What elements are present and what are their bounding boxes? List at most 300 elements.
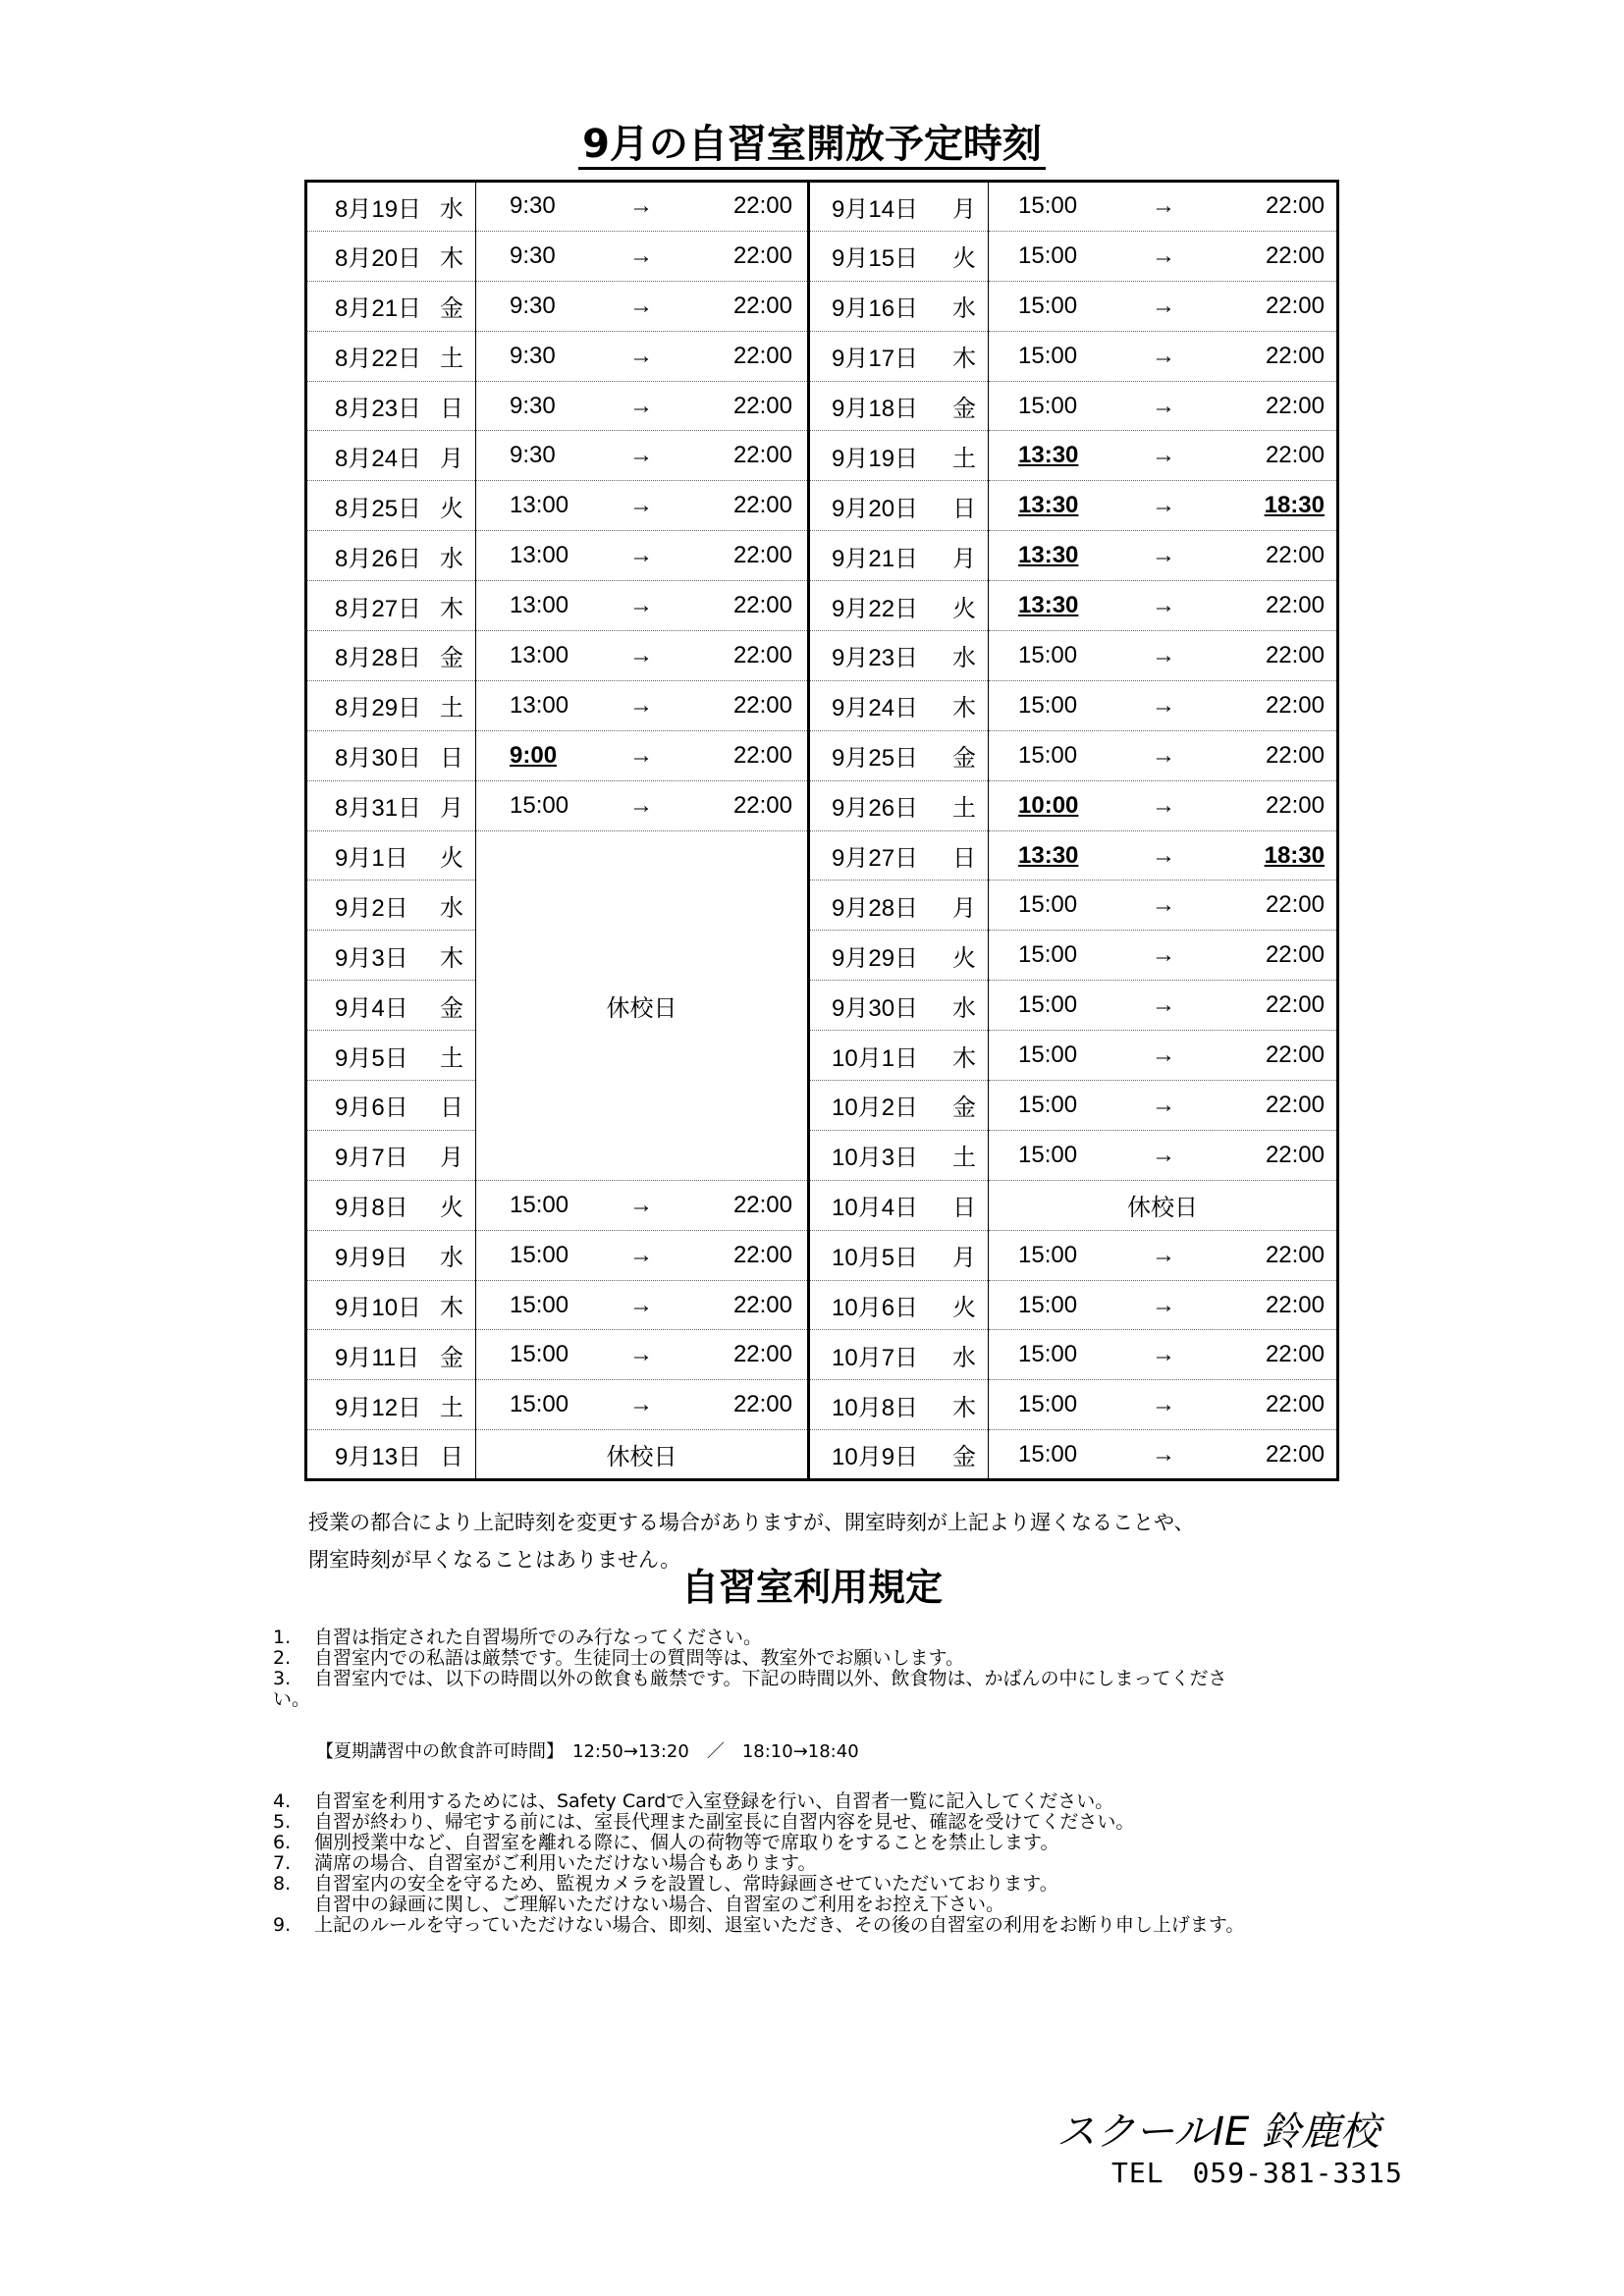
open-time: 15:00 [1018, 392, 1078, 419]
schedule-row [306, 981, 1338, 1031]
arrow-icon: → [1152, 1291, 1175, 1318]
close-time: 22:00 [732, 1191, 792, 1218]
close-time: 22:00 [1265, 1341, 1325, 1368]
date-cell [809, 1280, 989, 1330]
close-time: 22:00 [1265, 1291, 1325, 1318]
schedule-note-line-1: 授業の都合により上記時刻を変更する場合がありますが、開室時刻が上記より遅くなることや、 [308, 1511, 1195, 1534]
schedule-row [306, 730, 1338, 780]
time-cell [476, 381, 809, 431]
date-label: 9月21日 [832, 545, 919, 572]
date-label: 8月28日 [335, 645, 422, 672]
close-time: 22:00 [1265, 791, 1325, 819]
arrow-icon: → [1152, 1440, 1175, 1468]
schedule-row [306, 182, 1338, 232]
schedule-row [306, 581, 1338, 631]
close-time: 22:00 [1265, 1041, 1325, 1069]
open-time: 15:00 [1018, 1091, 1078, 1118]
time-cell [476, 680, 809, 730]
time-cell [989, 1380, 1338, 1430]
weekday-label: 日 [952, 495, 976, 522]
schedule-row [306, 331, 1338, 381]
open-time: 9:30 [510, 292, 556, 319]
close-time: 22:00 [1265, 1141, 1325, 1168]
close-time: 22:00 [732, 1391, 792, 1418]
weekday-label: 日 [440, 1444, 463, 1471]
date-cell [306, 281, 476, 331]
weekday-label: 土 [952, 1145, 976, 1172]
weekday-label: 水 [440, 894, 463, 922]
open-time: 13:30 [1018, 442, 1079, 469]
close-time: 22:00 [1265, 342, 1325, 369]
weekday-label: 水 [952, 994, 976, 1022]
open-time: 15:00 [1018, 1241, 1078, 1268]
date-cell [306, 1180, 476, 1230]
date-cell [809, 830, 989, 881]
time-range [476, 542, 807, 569]
arrow-icon: → [1152, 991, 1175, 1019]
open-time: 9:00 [510, 741, 558, 769]
open-time: 13:30 [1018, 542, 1079, 569]
date-label: 10月8日 [832, 1394, 919, 1421]
weekday-label: 月 [440, 795, 463, 823]
time-cell [476, 281, 809, 331]
time-cell [476, 1230, 809, 1280]
date-label: 8月26日 [335, 545, 422, 572]
time-cell [989, 481, 1338, 531]
open-time: 15:00 [1018, 292, 1078, 319]
date-cell [306, 581, 476, 631]
close-time: 22:00 [1265, 542, 1325, 569]
open-time: 15:00 [1018, 1141, 1078, 1168]
arrow-icon: → [629, 741, 653, 769]
close-time: 22:00 [1265, 1391, 1325, 1418]
open-time: 9:30 [510, 442, 556, 469]
arrow-icon: → [1152, 241, 1175, 269]
weekday-label: 水 [440, 195, 463, 223]
date-label: 8月23日 [335, 396, 422, 422]
open-time: 15:00 [1018, 691, 1078, 719]
open-time: 15:00 [1018, 1440, 1078, 1468]
date-label: 9月27日 [832, 845, 919, 873]
time-range [989, 343, 1336, 370]
schedule-row [306, 931, 1338, 981]
rule-number: 2. [273, 1647, 292, 1669]
time-range [476, 1242, 807, 1269]
time-cell [476, 331, 809, 381]
rule-item [273, 1853, 1402, 1874]
school-phone: TEL 059-381-3315 [1111, 2157, 1403, 2189]
time-range [476, 742, 807, 770]
arrow-icon: → [1152, 641, 1175, 668]
date-label: 8月27日 [335, 595, 422, 622]
time-range [989, 1041, 1336, 1069]
time-range [989, 1092, 1336, 1119]
schedule-row [306, 780, 1338, 830]
date-cell [306, 231, 476, 281]
rule-number: 9. [273, 1914, 292, 1936]
rule-text: 個別授業中など、自習室を離れる際に、個人の荷物等で席取りをすることを禁止します。 [314, 1832, 1059, 1853]
rule-item [273, 1791, 1402, 1812]
date-cell [306, 1430, 476, 1480]
date-label: 9月2日 [335, 894, 408, 922]
date-cell [809, 481, 989, 531]
date-label: 9月18日 [832, 396, 919, 422]
date-cell [809, 531, 989, 581]
rule-number: 5. [273, 1811, 292, 1833]
rule-item [273, 1833, 1402, 1853]
date-cell [306, 830, 476, 881]
rule-item [273, 1915, 1402, 1936]
arrow-icon: → [629, 691, 653, 719]
open-time: 13:00 [510, 641, 569, 668]
closed-label: 休校日 [606, 1444, 677, 1471]
schedule-row [306, 1230, 1338, 1280]
schedule-row [306, 231, 1338, 281]
weekday-label: 土 [440, 695, 463, 722]
date-cell [306, 881, 476, 931]
arrow-icon: → [629, 1291, 653, 1318]
date-label: 8月25日 [335, 495, 422, 522]
date-cell [306, 1031, 476, 1081]
open-time: 9:30 [510, 241, 556, 269]
arrow-icon: → [629, 241, 653, 269]
rule-text: 自習が終わり、帰宅する前には、室長代理また副室長に自習内容を見せ、確認を受けてください。 [314, 1811, 1135, 1833]
rule-item [273, 1895, 1402, 1915]
close-time: 22:00 [732, 791, 792, 819]
date-label: 9月29日 [832, 944, 919, 972]
weekday-label: 土 [440, 1044, 463, 1072]
time-range [476, 293, 807, 320]
arrow-icon: → [629, 392, 653, 419]
page-title [0, 120, 1624, 169]
date-cell [306, 1380, 476, 1430]
page-title-text: 9月の自習室開放予定時刻 [578, 122, 1046, 170]
date-label: 9月28日 [832, 894, 919, 922]
rule-text: 自習中の録画に関し、ご理解いただけない場合、自習室のご利用をお控え下さい。 [314, 1894, 1005, 1915]
rule-text: 自習室内での私語は厳禁です。生徒同士の質問等は、教室外でお願いします。 [314, 1647, 964, 1669]
rule-text: 自習室を利用するためには、Safety Cardで入室登録を行い、自習者一覧に記入してください。 [314, 1790, 1114, 1812]
weekday-label: 火 [440, 1195, 463, 1222]
schedule-row [306, 1430, 1338, 1480]
open-time: 13:00 [510, 542, 569, 569]
open-time: 15:00 [1018, 741, 1078, 769]
date-label: 9月6日 [335, 1095, 408, 1122]
date-label: 9月24日 [832, 695, 919, 722]
date-label: 9月15日 [832, 245, 919, 273]
schedule-row [306, 481, 1338, 531]
time-range [989, 742, 1336, 770]
weekday-label: 火 [952, 944, 976, 972]
arrow-icon: → [1152, 1141, 1175, 1168]
open-time: 15:00 [1018, 891, 1078, 919]
arrow-icon: → [629, 1391, 653, 1418]
time-range [989, 242, 1336, 270]
open-time: 15:00 [1018, 192, 1078, 220]
close-time: 22:00 [732, 1341, 792, 1368]
schedule-row [306, 1380, 1338, 1430]
date-cell [809, 1380, 989, 1430]
time-cell [476, 631, 809, 681]
date-label: 9月13日 [335, 1444, 422, 1471]
arrow-icon: → [629, 542, 653, 569]
date-label: 8月20日 [335, 245, 422, 273]
arrow-icon: → [1152, 392, 1175, 419]
rule-number: 7. [273, 1852, 292, 1874]
weekday-label: 金 [440, 295, 463, 323]
weekday-label: 木 [440, 245, 463, 273]
weekday-label: 金 [952, 396, 976, 422]
closed-label: 休校日 [1127, 1195, 1198, 1222]
date-cell [809, 1230, 989, 1280]
arrow-icon: → [629, 442, 653, 469]
arrow-icon: → [629, 592, 653, 619]
time-cell [989, 631, 1338, 681]
time-range [989, 1142, 1336, 1169]
open-time: 15:00 [1018, 342, 1078, 369]
date-label: 8月22日 [335, 346, 422, 373]
schedule-row [306, 631, 1338, 681]
rule-number: 1. [273, 1627, 292, 1648]
open-time: 13:00 [510, 691, 569, 719]
arrow-icon: → [1152, 442, 1175, 469]
time-range [989, 542, 1336, 569]
date-label: 9月3日 [335, 944, 408, 972]
arrow-icon: → [1152, 741, 1175, 769]
date-label: 9月16日 [832, 295, 919, 323]
date-label: 9月8日 [335, 1195, 408, 1222]
arrow-icon: → [629, 492, 653, 519]
arrow-icon: → [1152, 1341, 1175, 1368]
close-time: 22:00 [1265, 292, 1325, 319]
weekday-label: 火 [952, 1295, 976, 1322]
arrow-icon: → [1152, 1241, 1175, 1268]
close-time: 22:00 [1265, 192, 1325, 220]
weekday-label: 木 [952, 346, 976, 373]
time-cell [989, 281, 1338, 331]
open-time: 15:00 [1018, 991, 1078, 1019]
open-time: 9:30 [510, 392, 556, 419]
time-cell [989, 1180, 1338, 1230]
date-label: 8月21日 [335, 295, 422, 323]
date-cell [809, 730, 989, 780]
date-label: 9月1日 [335, 845, 408, 873]
weekday-label: 木 [440, 944, 463, 972]
date-label: 9月11日 [335, 1344, 420, 1371]
open-time: 15:00 [510, 1391, 569, 1418]
time-cell [989, 1130, 1338, 1180]
arrow-icon: → [629, 342, 653, 369]
time-range [476, 393, 807, 420]
weekday-label: 木 [952, 695, 976, 722]
time-cell [989, 931, 1338, 981]
time-cell [989, 1280, 1338, 1330]
date-label: 9月5日 [335, 1044, 408, 1072]
close-time: 22:00 [1265, 392, 1325, 419]
time-range [989, 1292, 1336, 1319]
time-range [989, 1391, 1336, 1418]
rules-list [273, 1628, 1402, 1936]
arrow-icon: → [1152, 891, 1175, 919]
time-range [989, 492, 1336, 519]
date-cell [809, 881, 989, 931]
time-range [989, 842, 1336, 870]
time-cell [989, 431, 1338, 481]
time-cell [476, 1180, 809, 1230]
time-cell [476, 1430, 809, 1480]
close-time: 22:00 [732, 1241, 792, 1268]
time-range [476, 442, 807, 469]
open-time: 15:00 [1018, 1291, 1078, 1318]
open-time: 15:00 [510, 1191, 569, 1218]
close-time: 22:00 [732, 192, 792, 220]
date-label: 10月6日 [832, 1295, 919, 1322]
arrow-icon: → [629, 1341, 653, 1368]
date-cell [306, 381, 476, 431]
arrow-icon: → [629, 1241, 653, 1268]
close-time: 22:00 [732, 741, 792, 769]
arrow-icon: → [629, 192, 653, 220]
schedule-row [306, 830, 1338, 881]
close-time: 22:00 [1265, 1440, 1325, 1468]
time-range [476, 343, 807, 370]
date-label: 9月12日 [335, 1394, 422, 1421]
weekday-label: 火 [440, 845, 463, 873]
date-label: 10月7日 [832, 1344, 919, 1371]
open-time: 15:00 [1018, 241, 1078, 269]
time-range [989, 991, 1336, 1019]
date-cell [809, 1130, 989, 1180]
close-time: 22:00 [1265, 941, 1325, 969]
rule-item [273, 1812, 1402, 1833]
eating-hours: 【夏期講習中の飲食許可時間】 12:50→13:20 ／ 18:10→18:40 [316, 1741, 859, 1762]
date-cell [809, 581, 989, 631]
date-cell [306, 531, 476, 581]
date-cell [306, 981, 476, 1031]
arrow-icon: → [629, 641, 653, 668]
rule-item [273, 1628, 1402, 1648]
date-cell [809, 1430, 989, 1480]
open-time: 13:30 [1018, 592, 1079, 619]
time-range [476, 192, 807, 220]
date-cell [306, 1081, 476, 1131]
time-range [989, 692, 1336, 720]
date-cell [809, 931, 989, 981]
schedule-row [306, 381, 1338, 431]
date-label: 9月9日 [335, 1245, 408, 1272]
rules-title: 自習室利用規定 [680, 1566, 943, 1609]
schedule-row [306, 680, 1338, 730]
school-name: スクールIE 鈴鹿校 [1056, 2109, 1380, 2155]
open-time: 15:00 [1018, 641, 1078, 668]
time-range [989, 1341, 1336, 1368]
weekday-label: 金 [440, 1344, 463, 1371]
date-label: 9月7日 [335, 1145, 408, 1172]
arrow-icon: → [1152, 791, 1175, 819]
time-cell [476, 830, 809, 1180]
weekday-label: 水 [952, 645, 976, 672]
weekday-label: 日 [952, 1195, 976, 1222]
close-time: 22:00 [1265, 442, 1325, 469]
time-cell [476, 431, 809, 481]
weekday-label: 土 [952, 795, 976, 823]
schedule-row [306, 531, 1338, 581]
schedule-row [306, 281, 1338, 331]
time-range [989, 393, 1336, 420]
close-time: 22:00 [1265, 641, 1325, 668]
rule-number: 8. [273, 1873, 292, 1895]
close-time: 22:00 [732, 542, 792, 569]
open-time: 15:00 [1018, 1041, 1078, 1069]
rule-item [273, 1874, 1402, 1895]
arrow-icon: → [1152, 941, 1175, 969]
time-range [989, 192, 1336, 220]
arrow-icon: → [629, 1191, 653, 1218]
weekday-label: 木 [952, 1394, 976, 1421]
rule-text: 満席の場合、自習室がご利用いただけない場合もあります。 [314, 1852, 817, 1874]
rule-text: 自習室内では、以下の時間以外の飲食も厳禁です。下記の時間以外、飲食物は、かばんの中にしまってくださ [314, 1668, 1227, 1689]
date-cell [306, 431, 476, 481]
open-time: 15:00 [510, 791, 569, 819]
arrow-icon: → [1152, 492, 1175, 519]
close-time: 22:00 [1265, 991, 1325, 1019]
time-cell [989, 1081, 1338, 1131]
date-label: 9月25日 [832, 745, 919, 773]
date-cell [306, 730, 476, 780]
date-cell [809, 431, 989, 481]
date-label: 9月4日 [335, 994, 408, 1022]
weekday-label: 金 [440, 994, 463, 1022]
arrow-icon: → [1152, 691, 1175, 719]
time-cell [989, 182, 1338, 232]
time-cell [989, 680, 1338, 730]
open-time: 13:00 [510, 492, 569, 519]
open-time: 15:00 [1018, 1341, 1078, 1368]
weekday-label: 月 [952, 195, 976, 223]
weekday-label: 月 [952, 894, 976, 922]
rule-number: 3. [273, 1668, 292, 1689]
close-time: 18:30 [1264, 841, 1325, 869]
time-cell [989, 1031, 1338, 1081]
date-label: 10月1日 [832, 1044, 919, 1072]
rule-item [273, 1648, 1402, 1669]
time-range [989, 1441, 1336, 1468]
time-cell [476, 481, 809, 531]
time-cell [476, 1330, 809, 1380]
arrow-icon: → [1152, 342, 1175, 369]
weekday-label: 水 [440, 1245, 463, 1272]
time-cell [989, 981, 1338, 1031]
date-cell [306, 931, 476, 981]
rules-group-a [273, 1628, 1402, 1689]
date-cell [809, 680, 989, 730]
close-time: 22:00 [1265, 741, 1325, 769]
rule-number: 4. [273, 1790, 292, 1812]
weekday-label: 金 [440, 645, 463, 672]
date-cell [809, 1031, 989, 1081]
time-range [989, 941, 1336, 969]
weekday-label: 月 [440, 1145, 463, 1172]
arrow-icon: → [1152, 1091, 1175, 1118]
weekday-label: 金 [952, 745, 976, 773]
date-label: 9月17日 [832, 346, 919, 373]
date-cell [809, 281, 989, 331]
open-time: 15:00 [510, 1241, 569, 1268]
weekday-label: 金 [952, 1444, 976, 1471]
weekday-label: 木 [440, 1295, 463, 1322]
time-range [476, 1341, 807, 1368]
close-time: 22:00 [732, 392, 792, 419]
date-label: 8月29日 [335, 695, 422, 722]
